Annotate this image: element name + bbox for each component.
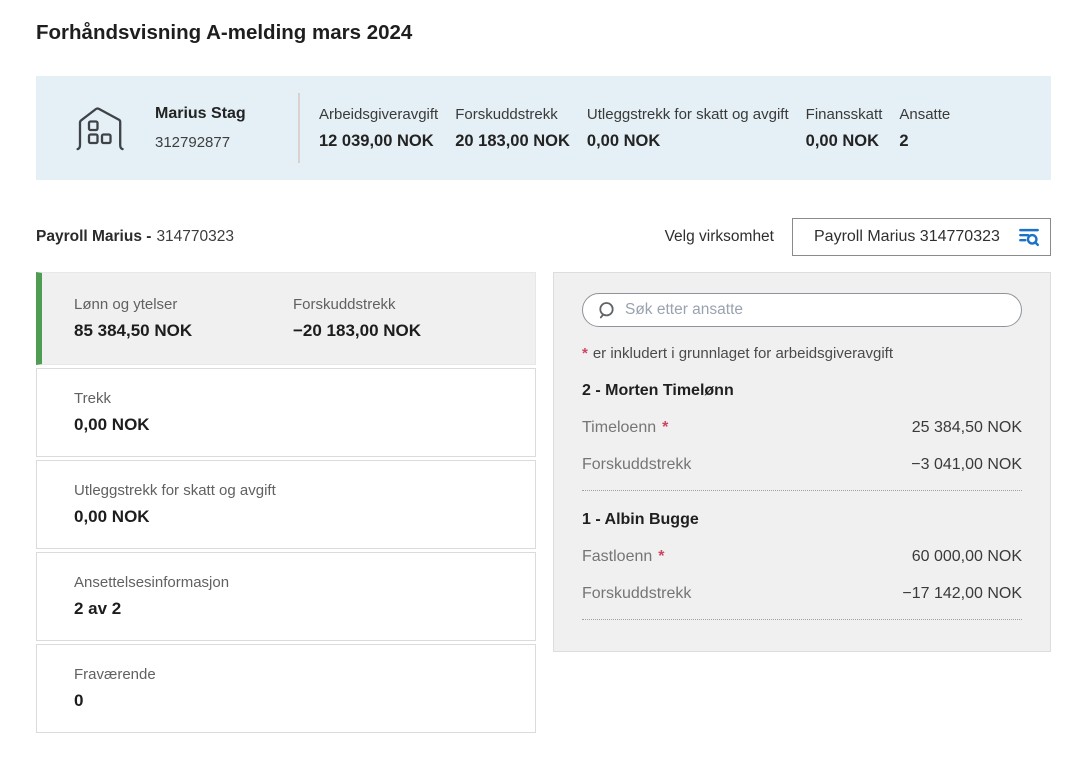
row-value: 25 384,50 NOK <box>911 419 1022 436</box>
row-label: Timeloenn <box>582 419 657 436</box>
card-ansettelsesinformasjon[interactable] <box>36 552 536 641</box>
footnote-text: er inkludert i grunnlaget for arbeidsgiveravgift <box>592 345 894 362</box>
stat-value: 0,00 NOK <box>586 131 661 150</box>
card-value: 85 384,50 NOK <box>74 321 193 340</box>
page-title: Forhåndsvisning A-melding mars 2024 <box>36 21 413 44</box>
dotted-divider <box>582 619 1022 620</box>
employee-section <box>582 511 1022 620</box>
business-select[interactable] <box>792 218 1051 256</box>
stat-label: Arbeidsgiveravgift <box>319 105 439 123</box>
stat-ansatte <box>899 106 950 151</box>
aga-footnote <box>582 345 1022 362</box>
employee-header: 1 - Albin Bugge <box>582 511 699 528</box>
card-fravaerende[interactable] <box>36 644 536 733</box>
company-text <box>155 105 246 151</box>
list-search-icon <box>1018 226 1040 248</box>
search-icon <box>597 301 616 320</box>
card-value: 0,00 NOK <box>74 415 150 434</box>
stat-label: Finansskatt <box>805 105 883 123</box>
building-icon <box>75 105 125 152</box>
summary-bar <box>36 76 1051 180</box>
row-value: −17 142,00 NOK <box>902 585 1022 602</box>
card-value: 2 av 2 <box>74 599 122 618</box>
card-label: Utleggstrekk for skatt og avgift <box>74 482 276 499</box>
card-item <box>293 296 421 341</box>
card-trekk[interactable] <box>36 368 536 457</box>
card-value: 0,00 NOK <box>74 507 150 526</box>
card-utleggstrekk[interactable] <box>36 460 536 549</box>
stat-arbeidsgiveravgift <box>319 106 438 151</box>
row-label: Fastloenn <box>582 548 653 565</box>
category-cards <box>36 272 536 736</box>
card-lonn-og-ytelser[interactable] <box>36 272 536 365</box>
dotted-divider <box>582 490 1022 491</box>
stat-value: 0,00 NOK <box>805 131 880 150</box>
business-select-label: Velg virksomhet <box>664 228 774 245</box>
entity-name <box>36 228 234 246</box>
card-value: −20 183,00 NOK <box>293 321 422 340</box>
stat-value: 12 039,00 NOK <box>319 131 434 150</box>
employee-row <box>582 585 1022 603</box>
business-select-group <box>665 218 1051 256</box>
employee-row <box>582 548 1022 566</box>
entity-name-bold: Payroll Marius - <box>36 228 152 245</box>
stat-finansskatt <box>806 106 883 151</box>
row-value: −3 041,00 NOK <box>911 456 1022 473</box>
employees-panel <box>553 272 1051 652</box>
company-name: Marius Stag <box>155 105 246 122</box>
stat-value: 2 <box>899 131 909 150</box>
summary-stats <box>300 106 950 151</box>
asterisk-marker: * <box>662 419 669 436</box>
employee-header: 2 - Morten Timelønn <box>582 382 734 399</box>
row-label-group <box>582 419 668 437</box>
card-label: Forskuddstrekk <box>293 296 396 313</box>
stat-label: Ansatte <box>899 105 951 123</box>
card-item <box>74 296 293 341</box>
card-label: Ansettelsesinformasjon <box>74 574 230 591</box>
employee-row <box>582 456 1022 474</box>
card-value: 0 <box>74 691 84 710</box>
entity-number: 314770323 <box>156 228 235 245</box>
row-label: Forskuddstrekk <box>582 456 692 473</box>
employee-search[interactable] <box>582 293 1022 327</box>
stat-label: Forskuddstrekk <box>455 105 558 123</box>
subheader <box>36 218 1051 256</box>
stat-label: Utleggstrekk for skatt og avgift <box>586 105 789 123</box>
asterisk-marker: * <box>582 345 588 362</box>
asterisk-marker: * <box>658 548 665 565</box>
card-label: Trekk <box>74 390 111 407</box>
row-label: Forskuddstrekk <box>582 585 692 602</box>
stat-value: 20 183,00 NOK <box>455 131 570 150</box>
card-label: Lønn og ytelser <box>74 296 178 313</box>
card-label: Fraværende <box>74 666 156 683</box>
stat-utleggstrekk <box>587 106 789 151</box>
employee-row <box>582 419 1022 437</box>
row-value: 60 000,00 NOK <box>911 548 1022 565</box>
employee-section <box>582 382 1022 491</box>
search-input[interactable] <box>625 301 1007 319</box>
business-select-value: Payroll Marius 314770323 <box>814 228 1000 245</box>
stat-forskuddstrekk <box>455 106 570 151</box>
company-block <box>36 105 298 152</box>
company-org-number: 312792877 <box>155 134 231 151</box>
content-columns <box>36 272 1051 736</box>
row-label-group <box>582 548 665 566</box>
